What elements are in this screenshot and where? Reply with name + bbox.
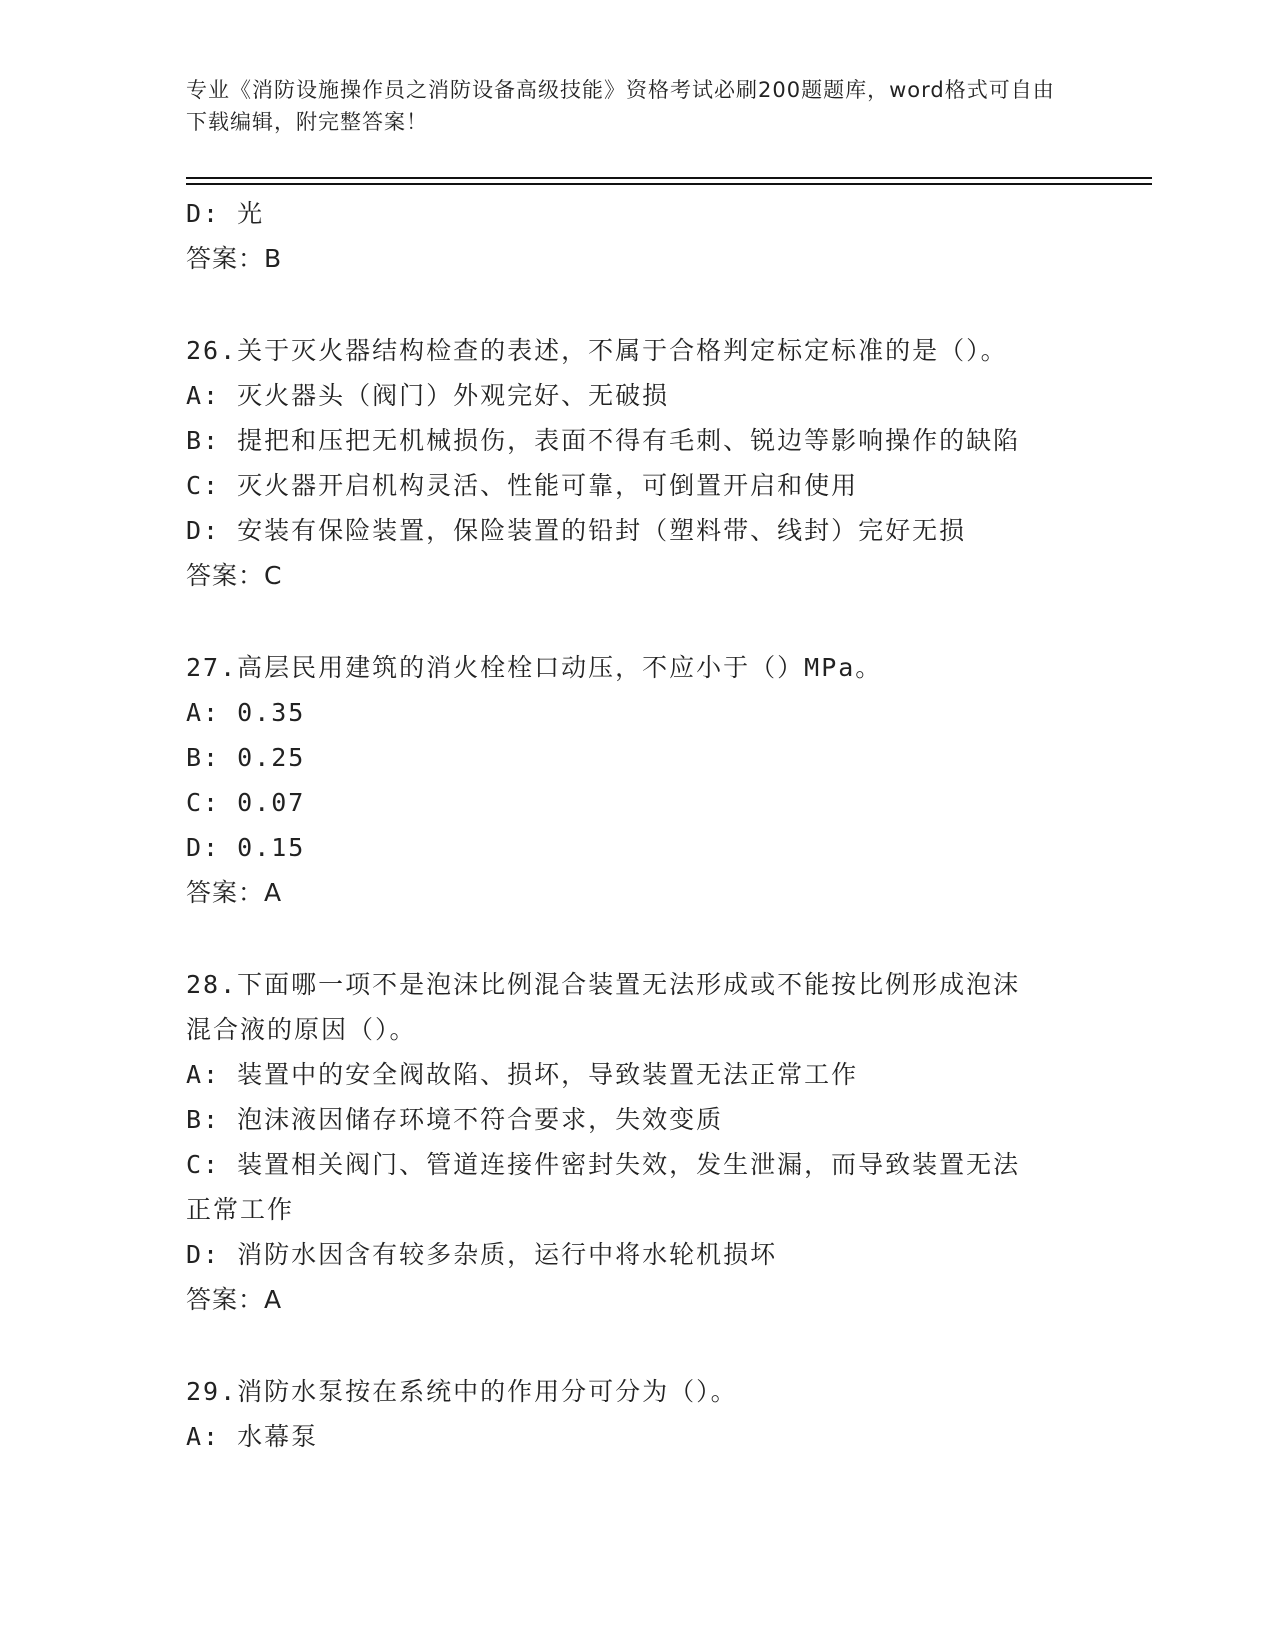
q28-option-c-line1: C: 装置相关阀门、管道连接件密封失效，发生泄漏，而导致装置无法: [186, 1150, 1021, 1179]
q27-option-d: D: 0.15: [186, 833, 306, 862]
question-list: [186, 191, 1086, 1459]
q29-option-a: A: 水幕泵: [186, 1422, 319, 1451]
q28-question-line1: 28.下面哪一项不是泡沫比例混合装置无法形成或不能按比例形成泡沫: [186, 970, 1021, 999]
q28-option-c-line2: 正常工作: [186, 1195, 295, 1224]
q25-option-d: D: 光: [186, 199, 265, 228]
spacer: [186, 598, 1086, 645]
q27-answer: 答案：A: [186, 878, 283, 907]
spacer: [186, 1322, 1086, 1369]
q29-question: 29.消防水泵按在系统中的作用分可分为（）。: [186, 1377, 738, 1406]
q28-answer: 答案：A: [186, 1285, 283, 1314]
q28-question-line2: 混合液的原因（）。: [186, 1015, 417, 1044]
q27-option-a: A: 0.35: [186, 698, 306, 727]
q27-option-b: B: 0.25: [186, 743, 306, 772]
q25-answer: 答案：B: [186, 244, 283, 273]
q27-option-c: C: 0.07: [186, 788, 306, 817]
q26-option-d: D: 安装有保险装置，保险装置的铅封（塑料带、线封）完好无损: [186, 516, 967, 545]
q28-option-d: D: 消防水因含有较多杂质，运行中将水轮机损坏: [186, 1240, 778, 1269]
header-rule-bottom: [186, 183, 1152, 185]
q28-option-a: A: 装置中的安全阀故陷、损坏，导致装置无法正常工作: [186, 1060, 859, 1089]
q27-question: 27.高层民用建筑的消火栓栓口动压，不应小于（）MPa。: [186, 653, 883, 682]
header-rule-top: [186, 177, 1152, 179]
document-header: [186, 74, 1066, 138]
spacer: [186, 281, 1086, 328]
q26-option-b: B: 提把和压把无机械损伤，表面不得有毛刺、锐边等影响操作的缺陷: [186, 426, 1021, 455]
q26-answer: 答案：C: [186, 561, 283, 590]
header-title: 专业《消防设施操作员之消防设备高级技能》资格考试必刷200题题库，word格式可自由下载编辑，附完整答案！: [186, 78, 1055, 134]
q26-question: 26.关于灭火器结构检查的表述，不属于合格判定标定标准的是（）。: [186, 336, 1008, 365]
q28-option-b: B: 泡沫液因储存环境不符合要求，失效变质: [186, 1105, 724, 1134]
spacer: [186, 915, 1086, 962]
q26-option-c: C: 灭火器开启机构灵活、性能可靠，可倒置开启和使用: [186, 471, 859, 500]
q26-option-a: A: 灭火器头（阀门）外观完好、无破损: [186, 381, 670, 410]
